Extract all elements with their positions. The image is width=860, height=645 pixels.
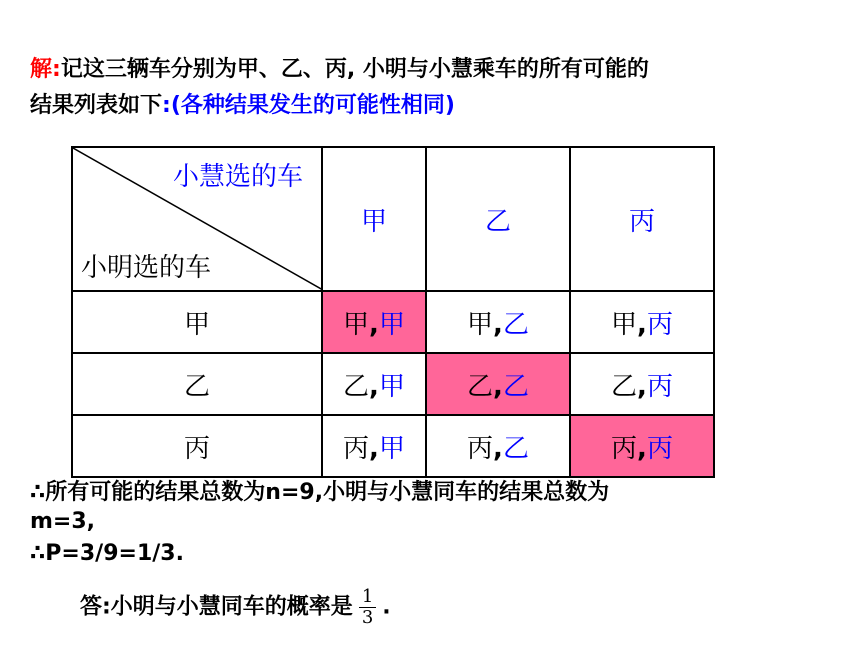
cell-sep: , xyxy=(637,309,647,340)
cell-sep: , xyxy=(637,371,647,402)
cell-second: 丙 xyxy=(646,433,673,464)
table-cell xyxy=(570,415,714,477)
table-cell xyxy=(570,291,714,353)
cell-first: 乙 xyxy=(343,371,370,402)
cell-second: 甲 xyxy=(378,309,405,340)
cell-sep: , xyxy=(493,371,503,402)
table-cell xyxy=(322,415,426,477)
cell-second: 乙 xyxy=(502,309,529,340)
col-header-jia: 甲 xyxy=(322,147,426,291)
cell-first: 丙 xyxy=(611,433,638,464)
cell-sep: , xyxy=(493,433,503,464)
table-row xyxy=(72,415,714,477)
table-row xyxy=(72,291,714,353)
conclusion-line-1b: m=3, xyxy=(30,509,96,534)
cell-first: 乙 xyxy=(611,371,638,402)
header-xiaoming: 小明选的车 xyxy=(81,253,212,283)
cell-sep: , xyxy=(493,309,503,340)
cell-second: 甲 xyxy=(378,433,405,464)
table-row xyxy=(72,353,714,415)
cell-sep: , xyxy=(369,433,379,464)
cell-sep: , xyxy=(369,371,379,402)
intro-note: :(各种结果发生的可能性相同) xyxy=(162,93,455,118)
cell-second: 乙 xyxy=(502,371,529,402)
cell-first: 甲 xyxy=(467,309,494,340)
row-header-yi: 乙 xyxy=(72,353,322,415)
outcome-table xyxy=(71,146,715,478)
table-cell xyxy=(426,353,570,415)
col-header-bing: 丙 xyxy=(570,147,714,291)
table-cell xyxy=(426,291,570,353)
intro-line-2 xyxy=(30,88,455,119)
intro-line-1 xyxy=(30,52,649,83)
intro-text-1: 记这三辆车分别为甲、乙、丙, 小明与小慧乘车的所有可能的 xyxy=(60,57,649,82)
table-cell xyxy=(322,353,426,415)
row-header-jia: 甲 xyxy=(72,291,322,353)
cell-first: 丙 xyxy=(467,433,494,464)
cell-second: 丙 xyxy=(646,371,673,402)
cell-first: 丙 xyxy=(343,433,370,464)
cell-first: 甲 xyxy=(611,309,638,340)
fraction-denominator: 3 xyxy=(361,607,374,628)
diagonal-header-cell xyxy=(72,147,322,291)
cell-first: 乙 xyxy=(467,371,494,402)
conclusion-line-2: ∴P=3/9=1/3. xyxy=(30,541,184,566)
table-cell xyxy=(322,291,426,353)
cell-sep: , xyxy=(637,433,647,464)
answer-fraction xyxy=(359,587,376,628)
cell-second: 乙 xyxy=(502,433,529,464)
header-xiaohui: 小慧选的车 xyxy=(172,162,303,192)
cell-first: 甲 xyxy=(343,309,370,340)
answer-suffix: . xyxy=(382,594,391,620)
fraction-numerator: 1 xyxy=(359,587,376,608)
table-cell xyxy=(426,415,570,477)
cell-second: 丙 xyxy=(646,309,673,340)
conclusion-line-1: ∴所有可能的结果总数为n=9,小明与小慧同车的结果总数为 xyxy=(30,480,610,505)
solution-label: 解: xyxy=(30,57,61,82)
cell-sep: , xyxy=(369,309,379,340)
col-header-yi: 乙 xyxy=(426,147,570,291)
row-header-bing: 丙 xyxy=(72,415,322,477)
answer-prefix: 答:小明与小慧同车的概率是 xyxy=(80,594,353,620)
intro-text-2: 结果列表如下 xyxy=(30,93,163,118)
table-header-row xyxy=(72,147,714,291)
table-cell xyxy=(570,353,714,415)
cell-second: 甲 xyxy=(378,371,405,402)
answer-line xyxy=(80,587,391,628)
